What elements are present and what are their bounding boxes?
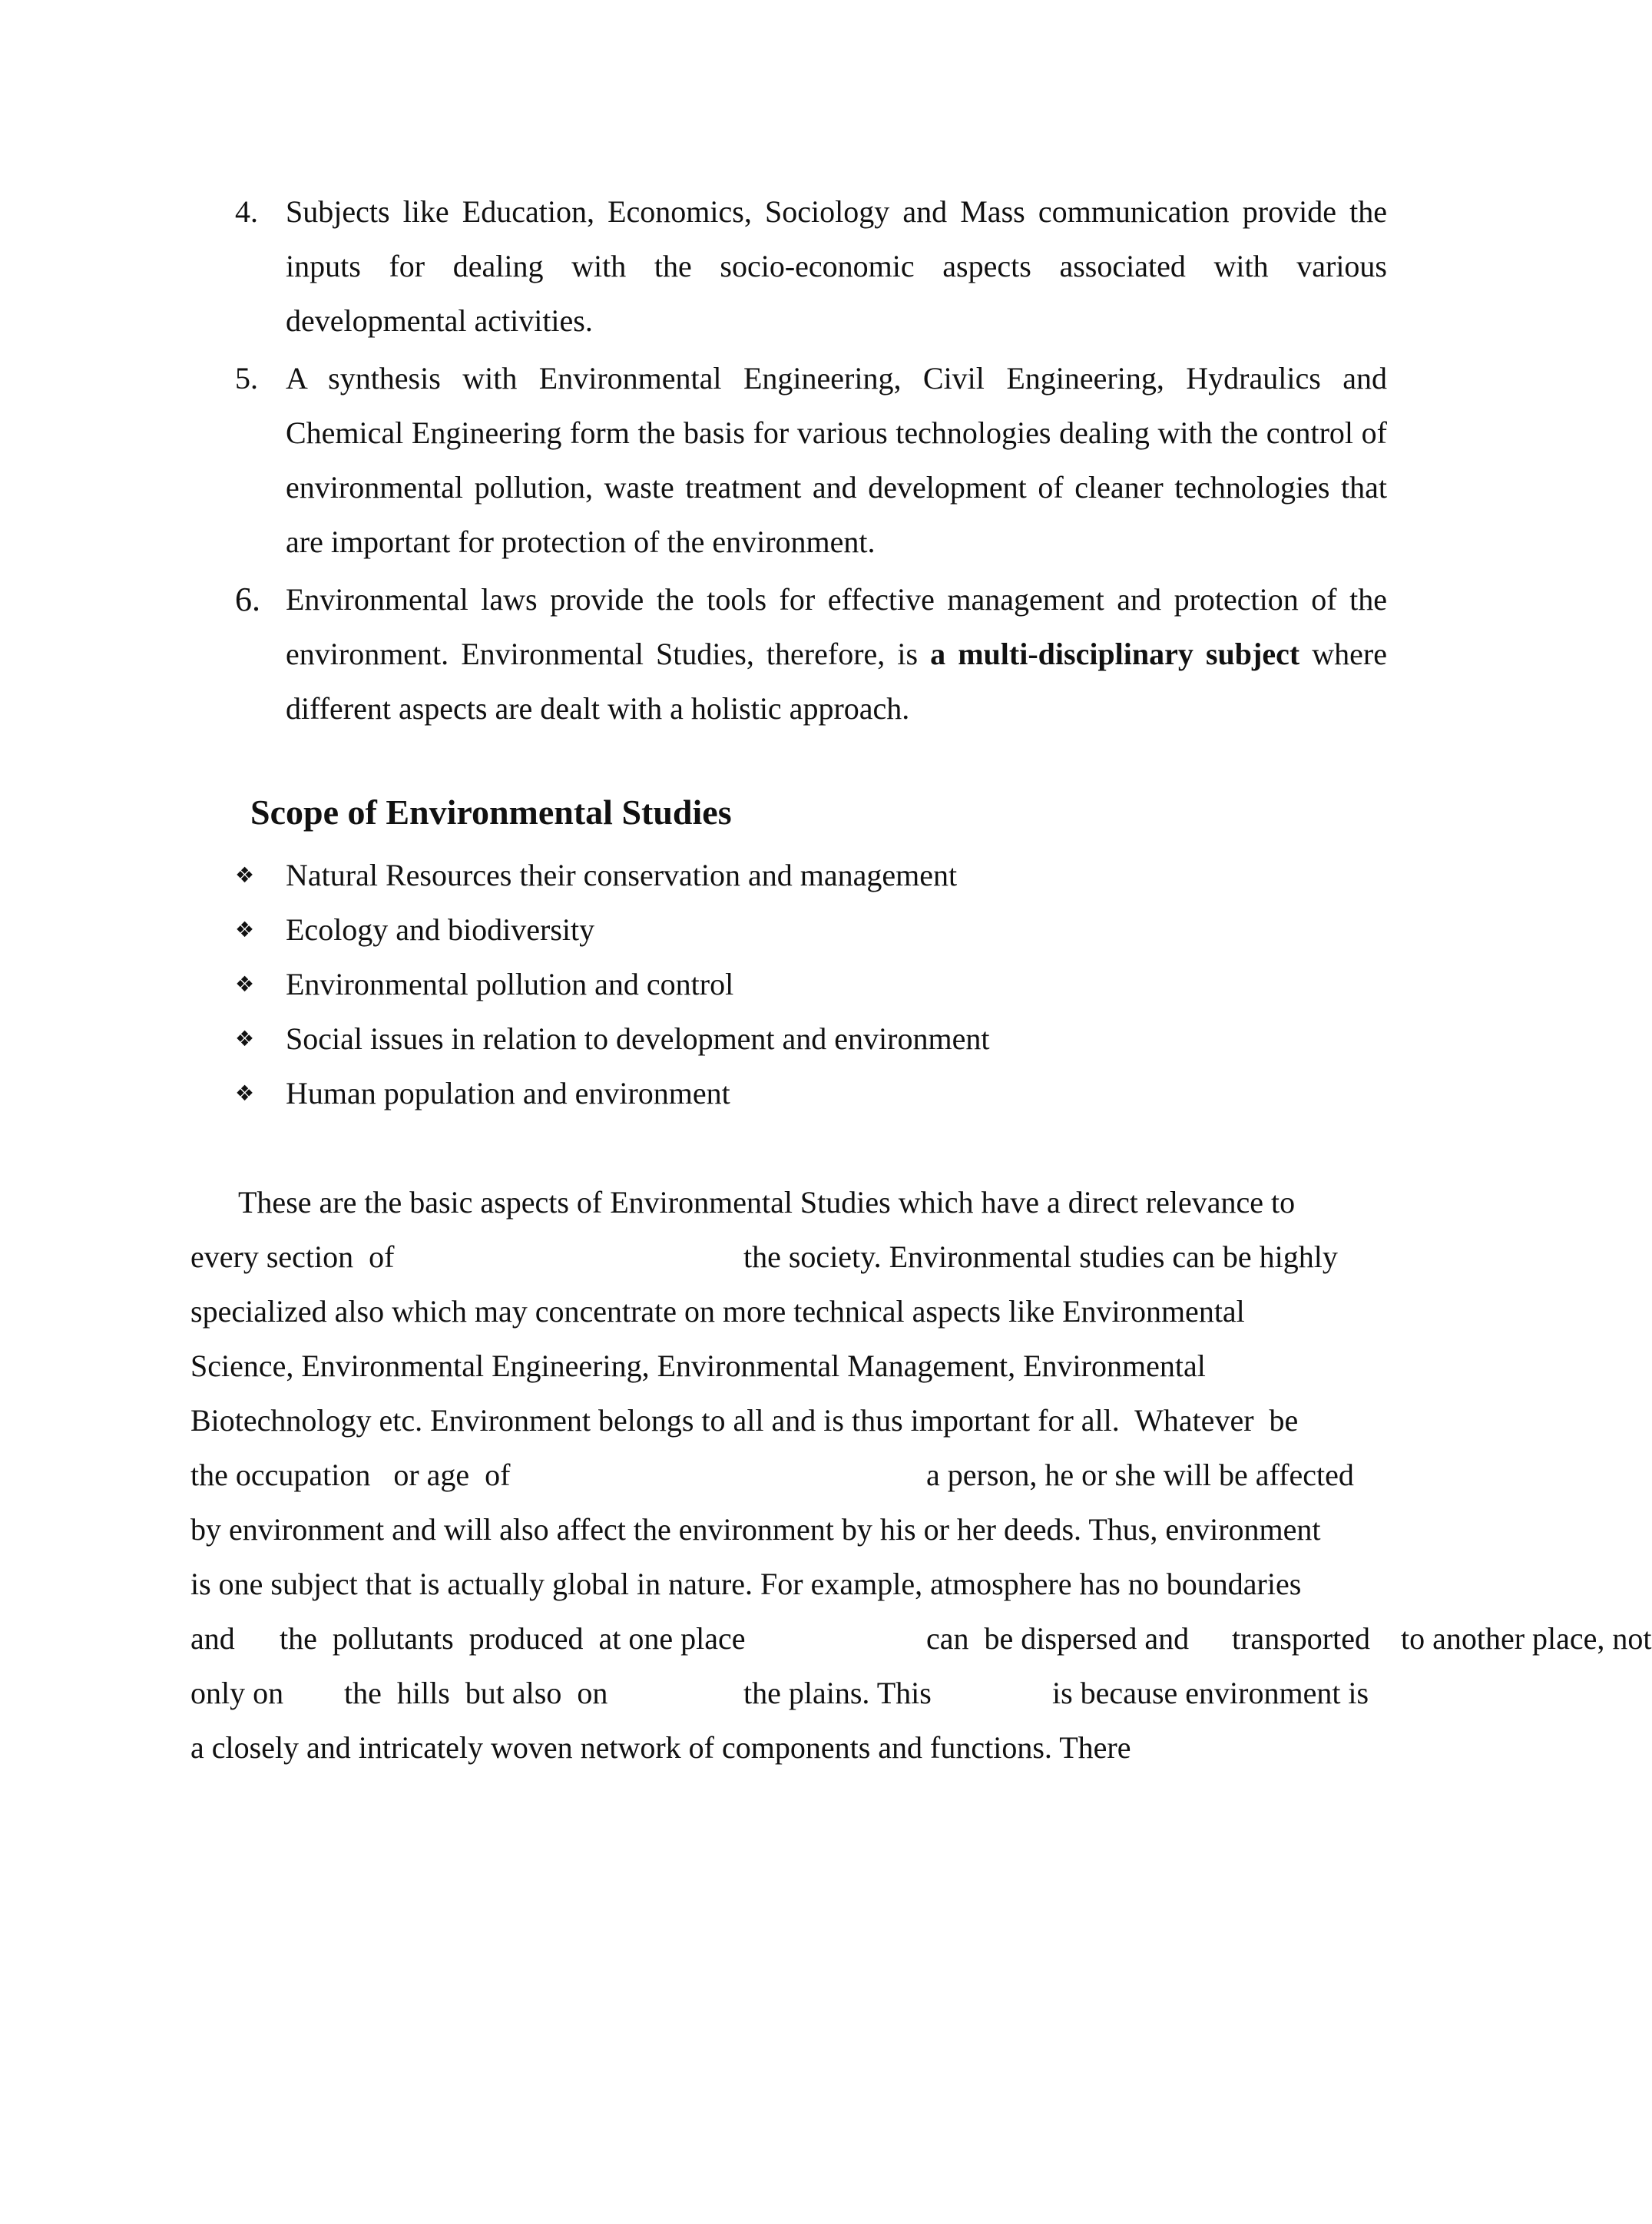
- paragraph-text: by environment and will also affect the environment by his or her deeds. Thus, environment: [190, 1512, 1321, 1547]
- list-item-text-part: where different aspects are dealt with a holistic approach.: [286, 637, 1388, 726]
- scope-item-text: Ecology and biodiversity: [286, 912, 595, 947]
- paragraph-text: the plains. This: [743, 1676, 932, 1710]
- diamond-bullet-icon: ❖: [235, 1081, 255, 1106]
- list-item-text: Subjects like Education, Economics, Sociology and Mass communication provide the inputs for dealing with the socio-economic aspects associated with various developmental activities.: [286, 194, 1387, 338]
- paragraph-line: [190, 1611, 1652, 1666]
- list-item-text-part: Environmental laws provide the tools for effective management and protection of the environment. Environmental Studies, therefore, is: [286, 582, 1387, 671]
- paragraph-text: a person, he or she will be affected: [926, 1458, 1354, 1492]
- list-item-4: [235, 184, 1387, 348]
- paragraph-line: [190, 1720, 1573, 1775]
- paragraph-text: is because environment is: [1052, 1676, 1369, 1710]
- paragraph-text: only on: [190, 1676, 284, 1710]
- paragraph-text: can be dispersed and: [926, 1621, 1190, 1656]
- scope-item: [235, 957, 1387, 1011]
- list-item-5: [235, 351, 1387, 569]
- paragraph-text: Science, Environmental Engineering, Environmental Management, Environmental: [190, 1349, 1206, 1383]
- scope-item: [235, 1066, 1387, 1120]
- paragraph-text: specialized also which may concentrate on more technical aspects like Environmental: [190, 1294, 1245, 1329]
- paragraph-text: to another place, not: [1401, 1621, 1652, 1656]
- list-number: 5.: [235, 361, 258, 395]
- paragraph-text: the occupation or age of: [190, 1458, 511, 1492]
- paragraph-line: [190, 1393, 1573, 1448]
- list-item-6: [235, 572, 1387, 736]
- body-paragraph: [190, 1175, 1652, 1775]
- list-number: 4.: [235, 194, 258, 229]
- paragraph-text: every section of: [190, 1239, 395, 1274]
- paragraph-line: [190, 1175, 1573, 1229]
- list-number: 6.: [235, 581, 260, 618]
- diamond-bullet-icon: ❖: [235, 971, 255, 997]
- list-item-text: [286, 572, 1387, 736]
- paragraph-line: [190, 1284, 1573, 1339]
- paragraph-line: [190, 1557, 1573, 1611]
- scope-item: [235, 848, 1387, 902]
- paragraph-text: Biotechnology etc. Environment belongs to all and is thus important for all. Whatever be: [190, 1403, 1299, 1438]
- numbered-list: [235, 184, 1387, 736]
- diamond-bullet-icon: ❖: [235, 1026, 255, 1051]
- scope-item-text: Social issues in relation to development and environment: [286, 1021, 990, 1056]
- scope-item: [235, 902, 1387, 957]
- paragraph-line: [190, 1339, 1573, 1393]
- diamond-bullet-icon: ❖: [235, 862, 255, 888]
- paragraph-text: These are the basic aspects of Environmental Studies which have a direct relevance to: [238, 1185, 1296, 1220]
- paragraph-text: transported: [1232, 1621, 1370, 1656]
- section-heading: Scope of Environmental Studies: [250, 793, 732, 832]
- paragraph-line: [190, 1448, 1573, 1502]
- paragraph-text: and: [190, 1621, 235, 1656]
- scope-list: [235, 848, 1387, 1120]
- scope-item-text: Human population and environment: [286, 1076, 730, 1110]
- paragraph-text: is one subject that is actually global in nature. For example, atmosphere has no boundaries: [190, 1567, 1302, 1601]
- paragraph-line: [190, 1502, 1573, 1557]
- emphasis-text: a multi-disciplinary subject: [930, 637, 1300, 671]
- list-item-text: A synthesis with Environmental Engineering, Civil Engineering, Hydraulics and Chemical Engineering form the basis for various technologies dealing with the control of environmental pollution, waste treatment and development of cleaner technologies that are important for protection of the environment.: [286, 361, 1387, 559]
- paragraph-line: [190, 1229, 1573, 1284]
- paragraph-text: a closely and intricately woven network of components and functions. There: [190, 1730, 1131, 1765]
- scope-item: [235, 1011, 1387, 1066]
- scope-item-text: Natural Resources their conservation and management: [286, 858, 958, 892]
- paragraph-text: the pollutants produced at one place: [280, 1621, 746, 1656]
- paragraph-line: [190, 1666, 1573, 1720]
- diamond-bullet-icon: ❖: [235, 917, 255, 942]
- paragraph-text: the hills but also on: [344, 1676, 608, 1710]
- paragraph-text: the society. Environmental studies can be highly: [743, 1239, 1338, 1274]
- scope-item-text: Environmental pollution and control: [286, 967, 734, 1001]
